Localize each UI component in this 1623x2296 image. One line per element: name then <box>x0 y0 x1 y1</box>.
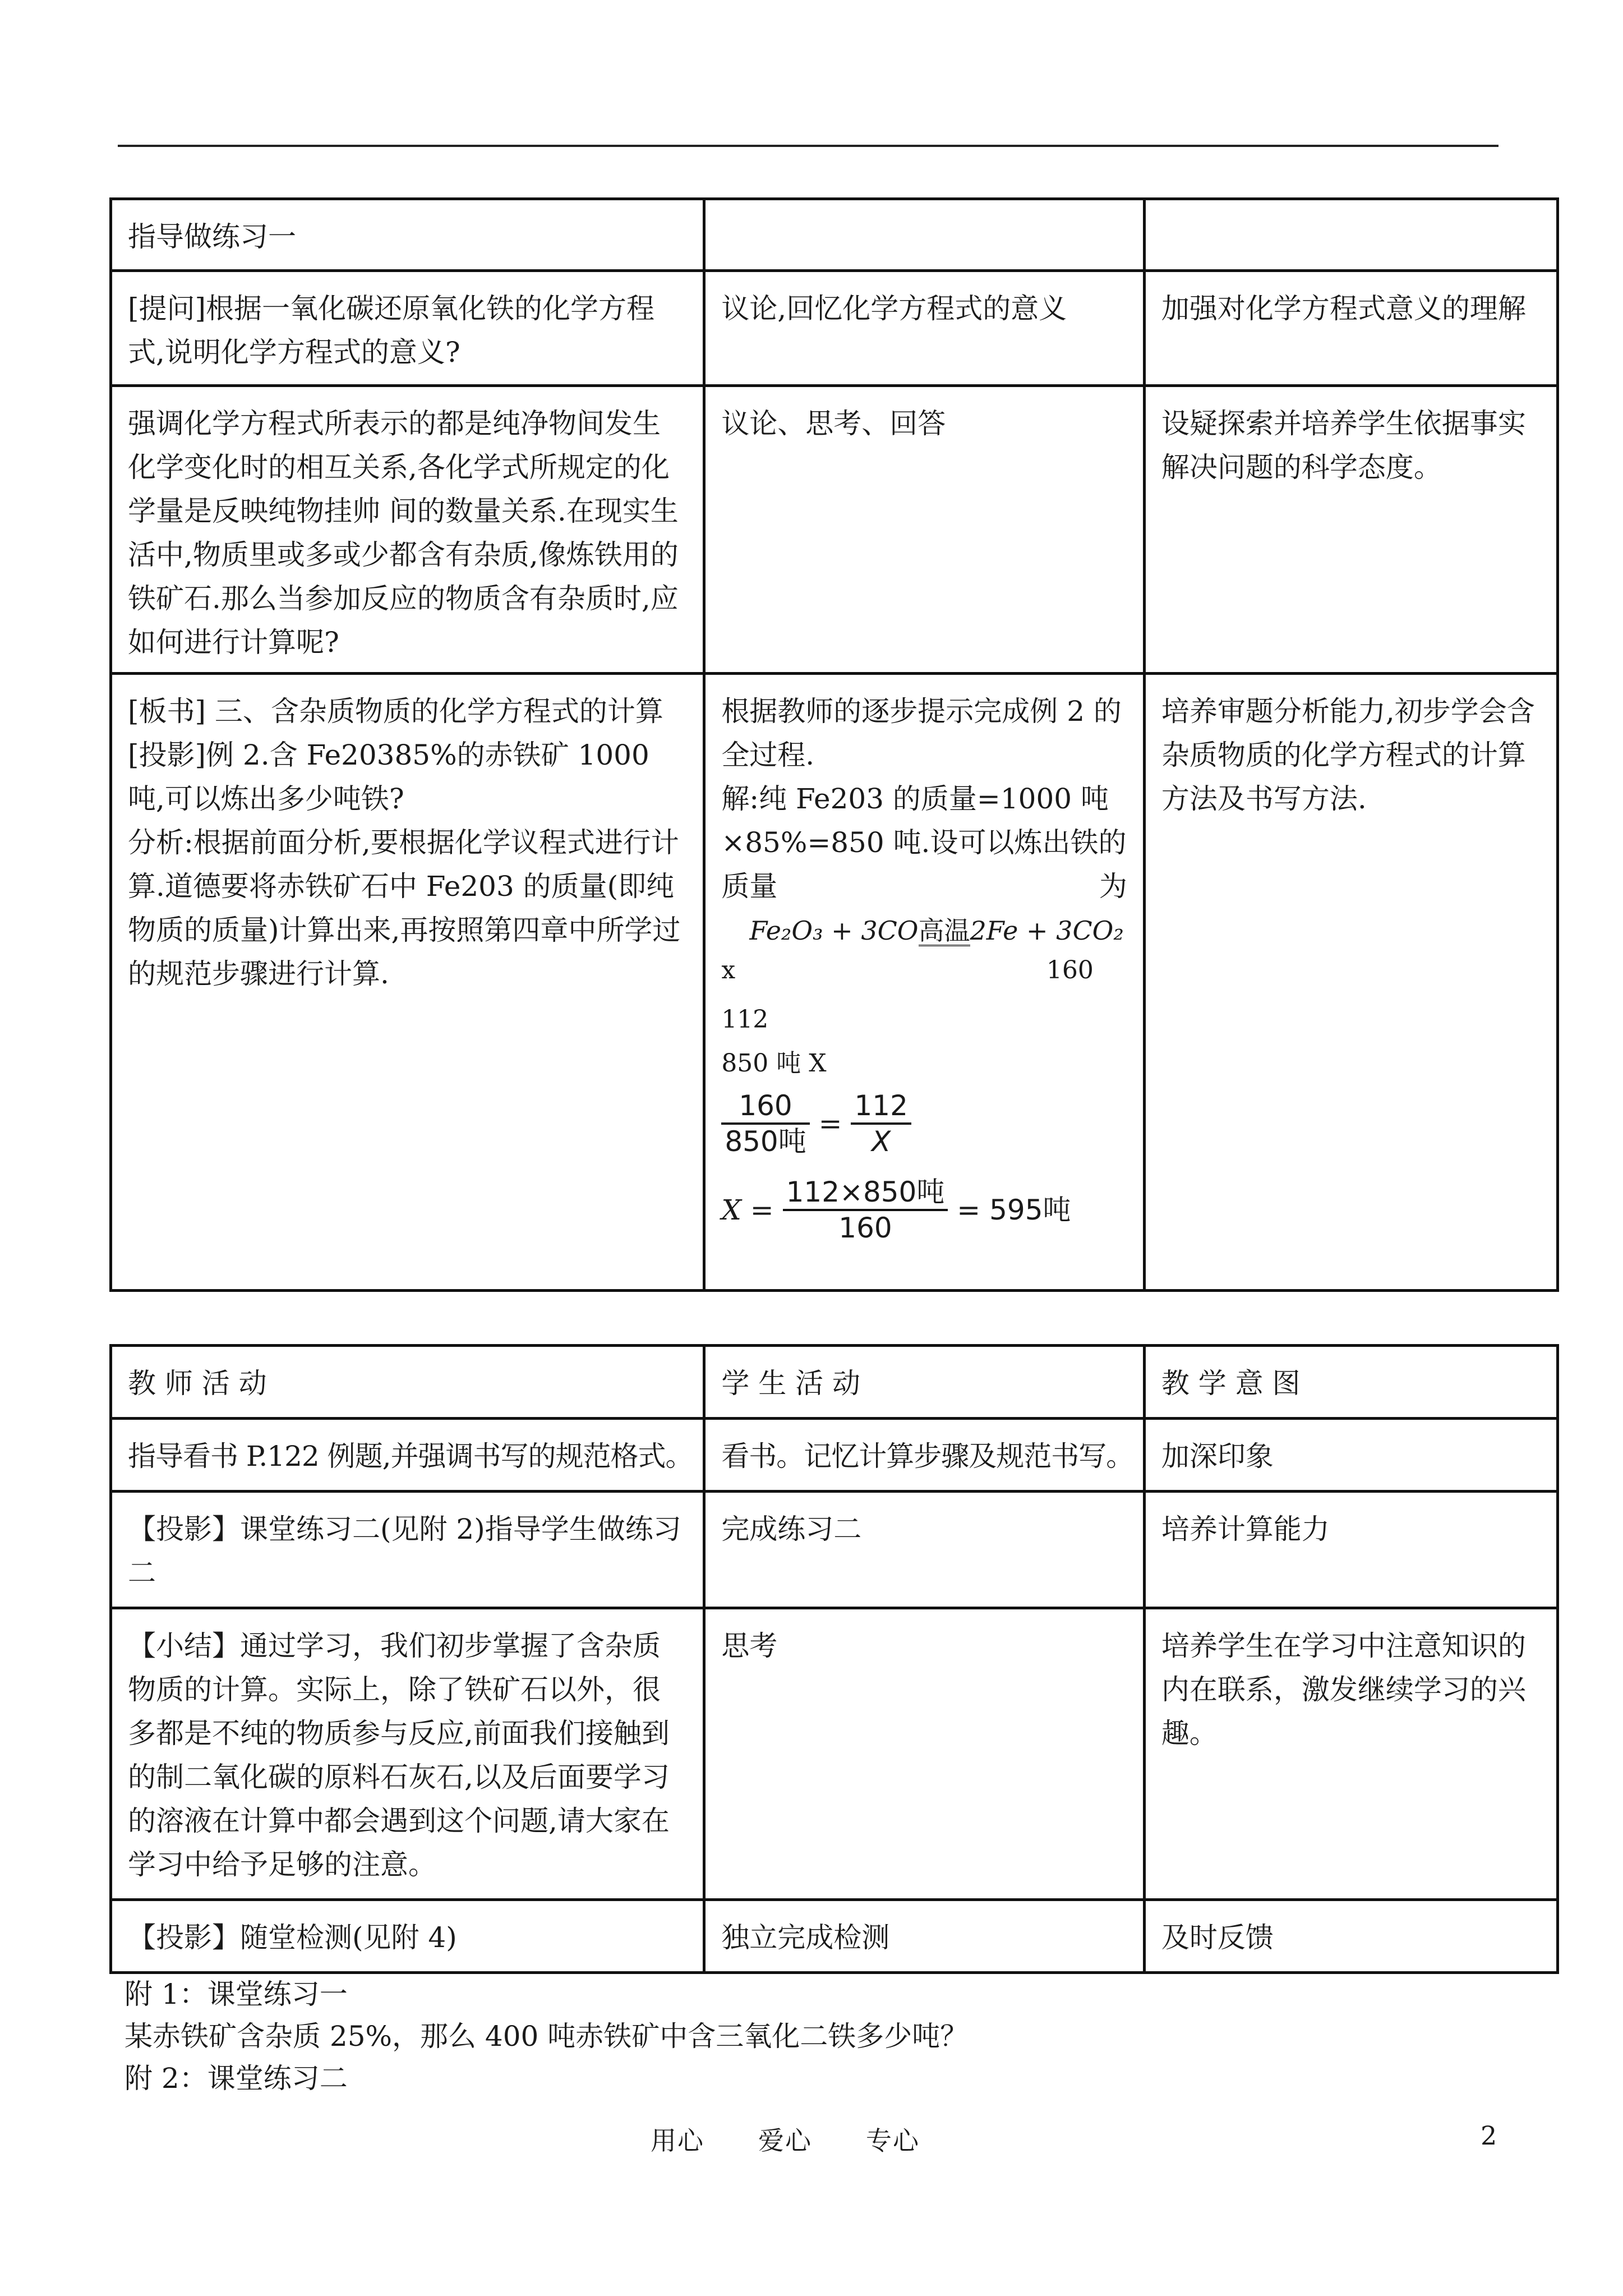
table-cell: 设疑探索并培养学生依据事实解决问题的科学态度。 <box>1144 386 1557 674</box>
lesson-table-1 <box>109 197 1559 1292</box>
table-cell <box>704 674 1145 1291</box>
table-cell: 议论、思考、回答 <box>704 386 1145 674</box>
column-header: 教 学 意 图 <box>1144 1346 1557 1419</box>
table-header-row <box>111 1346 1558 1419</box>
table-row <box>111 271 1558 386</box>
footer-motto: 用心 爱心 专心 <box>651 2125 920 2156</box>
table-cell: 【投影】课堂练习二(见附 2)指导学生做练习二 <box>111 1492 704 1608</box>
table-cell: 【投影】随堂检测(见附 4) <box>111 1900 704 1973</box>
table-row <box>111 1608 1558 1900</box>
table-cell: 培养审题分析能力,初步学会含杂质物质的化学方程式的计算方法及书写方法. <box>1144 674 1557 1291</box>
table-cell: 看书。记忆计算步骤及规范书写。 <box>704 1419 1145 1492</box>
appendix-line: 某赤铁矿含杂质 25%，那么 400 吨赤铁矿中含三氧化二铁多少吨？ <box>125 2020 969 2053</box>
table-cell: 指导做练习一 <box>111 199 704 271</box>
table-cell: 议论,回忆化学方程式的意义 <box>704 271 1145 386</box>
table-cell <box>111 674 704 1291</box>
table-cell: 培养计算能力 <box>1144 1492 1557 1608</box>
analysis-text: 分析:根据前面分析,要根据化学议程式进行计算.道德要将赤铁矿石中 Fe203 的质量(即纯物质的质量)计算出来,再按照第四章中所学过的规范步骤进行计算. <box>128 826 681 990</box>
table-row <box>111 1900 1558 1973</box>
table-cell: 思考 <box>704 1608 1145 1900</box>
table-cell: 强调化学方程式所表示的都是纯净物间发生化学变化时的相互关系,各化学式所规定的化学量是反映纯物挂帅 间的数量关系.在现实生活中,物质里或多或少都含有杂质,像炼铁用的铁矿石.那么当参加反应的物质含有杂质时,应如何进行计算呢? <box>111 386 704 674</box>
table-row <box>111 1492 1558 1608</box>
table-cell: 完成练习二 <box>704 1492 1145 1608</box>
table-cell: 加深印象 <box>1144 1419 1557 1492</box>
solution-text: 解:纯 Fe203 的质量=1000 吨×85%=850 吨.设可以炼出铁的质量 为 <box>721 783 1127 903</box>
table-cell: [提问]根据一氧化碳还原氧化铁的化学方程式,说明化学方程式的意义? <box>111 271 704 386</box>
table-row <box>111 674 1558 1291</box>
table-cell: 培养学生在学习中注意知识的内在联系，激发继续学习的兴趣。 <box>1144 1608 1557 1900</box>
table-row <box>111 1419 1558 1492</box>
fraction: $\frac{112}{X}$ <box>851 1089 911 1158</box>
appendix-line: 附 2：课堂练习二 <box>125 2062 348 2095</box>
column-header: 学 生 活 动 <box>704 1346 1145 1419</box>
lesson-table-2 <box>109 1344 1559 1974</box>
page-number: 2 <box>1481 2120 1497 2151</box>
ratio-line: x 160 <box>721 956 1094 984</box>
fraction: $\frac{160}{\text{850吨}}$ <box>721 1089 809 1158</box>
column-header: 教 师 活 动 <box>111 1346 704 1419</box>
proportion-equation: $\frac{160}{\text{850吨}}$ = $\frac{112}{X}$ <box>721 1089 1127 1158</box>
ratio-line: 850 吨 X <box>721 1049 827 1078</box>
ratio-line: 112 <box>721 1005 769 1034</box>
table-cell: 独立完成检测 <box>704 1900 1145 1973</box>
chemical-equation: Fe₂O₃ + 3CO高温2Fe + 3CO₂ <box>749 913 1127 949</box>
board-note: [板书] 三、含杂质物质的化学方程式的计算 <box>128 695 663 728</box>
table-cell: 加强对化学方程式意义的理解 <box>1144 271 1557 386</box>
header-rule <box>118 145 1498 147</box>
table-cell: 【小结】通过学习，我们初步掌握了含杂质物质的计算。实际上，除了铁矿石以外，很多都是不纯的物质参与反应,前面我们接触到的制二氧化碳的原料石灰石,以及后面要学习的溶液在计算中都会遇到这个问题,请大家在学习中给予足够的注意。 <box>111 1608 704 1900</box>
student-task-text: 根据教师的逐步提示完成例 2 的全过程. <box>721 695 1122 771</box>
table-row <box>111 199 1558 271</box>
fraction: $\frac{\text{112×850吨}}{160}$ <box>783 1175 948 1245</box>
table-cell <box>1144 199 1557 271</box>
table-row <box>111 386 1558 674</box>
result-equation: X = $\frac{\text{112×850吨}}{160}$ = 595吨 <box>721 1176 1071 1244</box>
table-cell <box>704 199 1145 271</box>
appendix-line: 附 1：课堂练习一 <box>125 1978 348 2010</box>
table-cell: 指导看书 P.122 例题,并强调书写的规范格式。 <box>111 1419 704 1492</box>
projection-example: [投影]例 2.含 Fe20385%的赤铁矿 1000 吨,可以炼出多少吨铁? <box>128 739 649 815</box>
table-cell: 及时反馈 <box>1144 1900 1557 1973</box>
